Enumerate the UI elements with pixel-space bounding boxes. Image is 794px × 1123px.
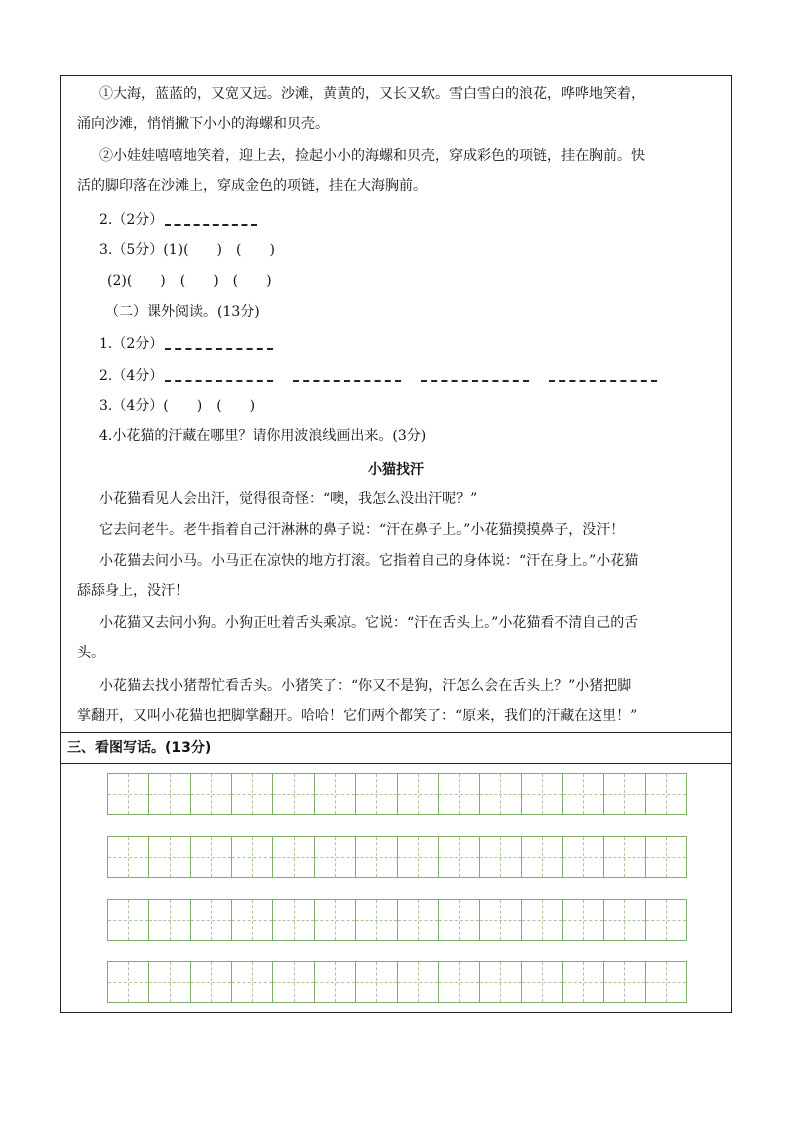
writing-grid-cell[interactable] [604, 837, 645, 877]
reading-two-q1-label: 1.（2分） [99, 336, 164, 352]
story-line: 小花猫去问小马。小马正在凉快的地方打滚。它指着自己的身体说：“汗在身上。”小花猫 [99, 553, 639, 569]
writing-grid-cell[interactable] [356, 900, 397, 940]
reading-two-q2-label: 2.（4分） [99, 368, 164, 384]
writing-grid-cell[interactable] [646, 900, 686, 940]
writing-grid-cell[interactable] [646, 774, 686, 814]
writing-grid-cell[interactable] [604, 900, 645, 940]
writing-grid-cell[interactable] [273, 962, 314, 1002]
writing-grid-cell[interactable] [646, 837, 686, 877]
extracurricular-heading: （二）课外阅读。(13分) [105, 304, 260, 320]
writing-grid-cell[interactable] [273, 900, 314, 940]
question-2-row [99, 210, 257, 230]
writing-grid-row[interactable] [107, 773, 687, 815]
writing-grid-cell[interactable] [563, 774, 604, 814]
story-line: 小花猫去找小猪帮忙看舌头。小猪笑了：“你又不是狗，汗怎么会在舌头上？”小猪把脚 [99, 678, 632, 694]
writing-grid-row[interactable] [107, 899, 687, 941]
writing-grid-cell[interactable] [356, 837, 397, 877]
writing-grid-cell[interactable] [191, 837, 232, 877]
story-line: 小花猫看见人会出汗，觉得很奇怪：“噢，我怎么没出汗呢？” [99, 491, 478, 507]
reading-two-q1-row [99, 334, 273, 354]
writing-grid-cell[interactable] [522, 837, 563, 877]
story-line: 掌翻开，又叫小花猫也把脚掌翻开。哈哈！它们两个都笑了：“原来，我们的汗藏在这里！” [77, 708, 638, 724]
writing-grid-cell[interactable] [398, 900, 439, 940]
question-2-label: 2.（2分） [99, 212, 164, 228]
writing-grid-cell[interactable] [315, 774, 356, 814]
story-line: 舔舔身上，没汗！ [77, 583, 189, 599]
reading-two-q3: 3.（4分）( ) ( ) [99, 398, 256, 414]
writing-grid-cell[interactable] [149, 900, 190, 940]
writing-grid-cell[interactable] [604, 774, 645, 814]
writing-grid-cell[interactable] [480, 900, 521, 940]
writing-grid-cell[interactable] [563, 900, 604, 940]
writing-grid-cell[interactable] [191, 900, 232, 940]
answer-blank[interactable] [165, 370, 273, 382]
writing-grid-cell[interactable] [315, 837, 356, 877]
story-line: 它去问老牛。老牛指着自己汗淋淋的鼻子说：“汗在鼻子上。”小花猫摸摸鼻子，没汗！ [99, 522, 625, 538]
writing-grid-cell[interactable] [563, 962, 604, 1002]
reading-two-q2-row [99, 366, 657, 386]
writing-grid-cell[interactable] [232, 837, 273, 877]
writing-grid-cell[interactable] [439, 900, 480, 940]
writing-grid-cell[interactable] [522, 900, 563, 940]
answer-blank[interactable] [293, 370, 401, 382]
writing-grid-cell[interactable] [439, 837, 480, 877]
passage-1-line-2: 涌向沙滩，悄悄撇下小小的海螺和贝壳。 [77, 116, 329, 132]
writing-grid-cell[interactable] [398, 774, 439, 814]
answer-sheet-frame [60, 75, 732, 1013]
writing-grid-cell[interactable] [315, 962, 356, 1002]
answer-blank[interactable] [421, 370, 529, 382]
writing-grid-cell[interactable] [108, 900, 149, 940]
writing-grid-cell[interactable] [522, 962, 563, 1002]
reading-two-q4: 4.小花猫的汗藏在哪里？请你用波浪线画出来。(3分) [99, 428, 427, 444]
writing-grid-cell[interactable] [439, 774, 480, 814]
writing-grid-cell[interactable] [398, 837, 439, 877]
writing-grid-cell[interactable] [149, 837, 190, 877]
writing-grid-cell[interactable] [191, 962, 232, 1002]
writing-grid-cell[interactable] [439, 962, 480, 1002]
writing-grid-cell[interactable] [108, 837, 149, 877]
writing-grid-cell[interactable] [315, 900, 356, 940]
story-title: 小猫找汗 [368, 462, 424, 478]
answer-blank[interactable] [549, 370, 657, 382]
writing-grid-cell[interactable] [232, 962, 273, 1002]
answer-blank[interactable] [165, 338, 273, 350]
writing-grid-cell[interactable] [480, 837, 521, 877]
writing-grid-cell[interactable] [149, 774, 190, 814]
writing-grid-cell[interactable] [522, 774, 563, 814]
passage-1-line-1: ①大海，蓝蓝的，又宽又远。沙滩，黄黄的，又长又软。雪白雪白的浪花，哗哗地笑着， [99, 86, 645, 102]
writing-grid-cell[interactable] [232, 900, 273, 940]
writing-grid-cell[interactable] [646, 962, 686, 1002]
passage-2-line-1: ②小娃娃嘻嘻地笑着，迎上去，捡起小小的海螺和贝壳，穿成彩色的项链，挂在胸前。快 [99, 148, 645, 164]
question-3-part-2: (2)( ) ( ) ( ) [107, 273, 272, 289]
section-divider [61, 732, 731, 733]
writing-grid-cell[interactable] [398, 962, 439, 1002]
writing-grid-cell[interactable] [273, 837, 314, 877]
section-divider [61, 763, 731, 764]
writing-grid-row[interactable] [107, 961, 687, 1003]
writing-grid-cell[interactable] [108, 774, 149, 814]
writing-grid-cell[interactable] [149, 962, 190, 1002]
question-3-part-1: 3.（5分）(1)( ) ( ) [99, 242, 275, 258]
writing-grid-cell[interactable] [563, 837, 604, 877]
writing-grid-cell[interactable] [356, 962, 397, 1002]
writing-grid-cell[interactable] [232, 774, 273, 814]
story-line: 小花猫又去问小狗。小狗正吐着舌头乘凉。它说：“汗在舌头上。”小花猫看不清自己的舌 [99, 615, 639, 631]
writing-grid-cell[interactable] [480, 962, 521, 1002]
writing-grid-cell[interactable] [191, 774, 232, 814]
answer-blank[interactable] [165, 214, 257, 226]
passage-2-line-2: 活的脚印落在沙滩上，穿成金色的项链，挂在大海胸前。 [77, 178, 427, 194]
writing-grid-cell[interactable] [356, 774, 397, 814]
writing-grid-cell[interactable] [273, 774, 314, 814]
writing-grid-cell[interactable] [604, 962, 645, 1002]
picture-writing-heading: 三、看图写话。(13分) [67, 740, 212, 756]
writing-grid-cell[interactable] [108, 962, 149, 1002]
story-line: 头。 [77, 645, 105, 661]
writing-grid-cell[interactable] [480, 774, 521, 814]
writing-grid-row[interactable] [107, 836, 687, 878]
